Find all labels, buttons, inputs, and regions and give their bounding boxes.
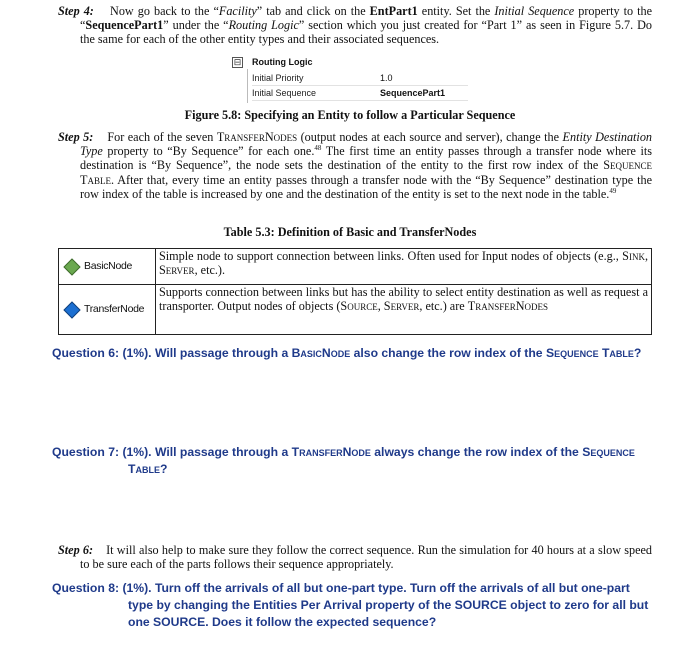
text: Sequence Table bbox=[80, 158, 652, 187]
node-cell bbox=[59, 249, 156, 285]
text: ” tab and click on the bbox=[256, 4, 370, 18]
text: , etc.) are bbox=[419, 299, 468, 314]
text: ” under the “ bbox=[163, 18, 229, 33]
description-cell bbox=[156, 249, 652, 285]
text: TransferNodes bbox=[216, 130, 298, 144]
footnote-marker: 48 bbox=[314, 144, 322, 153]
text: TransferNodes bbox=[467, 299, 549, 314]
property-value: 1.0 bbox=[380, 73, 393, 83]
text: ? bbox=[633, 346, 642, 360]
text: It will also help to make sure they follow the correct sequence. Run the simulation for 40 hours at a slow speed to be sure each of the parts follows their sequence appropriately. bbox=[80, 543, 653, 572]
routing-logic-header: Routing Logic bbox=[252, 57, 313, 67]
text: TransferNode bbox=[291, 445, 371, 459]
description-cell bbox=[156, 285, 652, 335]
question-label: Question 7: bbox=[52, 445, 120, 459]
text: (output nodes at each source and server), change the bbox=[297, 130, 563, 144]
text: also change the row index of the bbox=[350, 346, 546, 360]
text: Sequence Table bbox=[128, 445, 635, 476]
text: (1%). Turn off the arrivals of all but one-part type. Turn off the arrivals of all but one-part type by changing the Entities Per Arrival property of the SOURCE object to zero for all but one SOURCE. Does it follow the expected sequence? bbox=[122, 581, 649, 629]
text: EntPart1 bbox=[369, 4, 418, 18]
text: Source bbox=[340, 299, 378, 314]
text: ? bbox=[159, 462, 168, 476]
property-row-initial-priority[interactable] bbox=[252, 71, 468, 86]
text: Server bbox=[159, 263, 195, 278]
node-label: BasicNode bbox=[84, 260, 133, 273]
table-caption: Table 5.3: Definition of Basic and TransferNodes bbox=[223, 225, 477, 239]
basic-node-diamond-icon bbox=[63, 258, 81, 276]
property-key: Initial Sequence bbox=[252, 88, 317, 98]
text: The first time an entity passes through a transfer node where its destination is “By Sequence”, the node sets the destination of the entity to the first row index of the bbox=[80, 144, 652, 173]
collapse-icon[interactable]: ⊟ bbox=[233, 57, 242, 67]
text: , bbox=[644, 249, 648, 263]
text: SequencePart1 bbox=[85, 18, 164, 33]
text: Initial Sequence bbox=[494, 4, 575, 18]
question-label: Question 8: bbox=[52, 581, 120, 595]
text: (1%). Will passage through a bbox=[122, 346, 292, 360]
text: Facility bbox=[218, 4, 257, 18]
text: BasicNode bbox=[291, 346, 351, 360]
question-7 bbox=[52, 444, 652, 478]
step-4-label: Step 4: bbox=[58, 4, 94, 18]
text: Routing Logic bbox=[228, 18, 299, 33]
text: Simple node to support connection between links. Often used for Input nodes of objects (e.g., bbox=[159, 249, 623, 263]
step-5-paragraph bbox=[58, 130, 652, 201]
text: For each of the seven bbox=[107, 130, 217, 144]
text: entity. Set the bbox=[417, 4, 495, 18]
transfer-node-diamond-icon bbox=[63, 301, 81, 319]
node-definition-table bbox=[58, 248, 652, 335]
table-row bbox=[59, 249, 652, 285]
step-6-paragraph bbox=[58, 543, 652, 571]
text: property to “By Sequence” for each one. bbox=[102, 144, 315, 159]
property-row-initial-sequence[interactable] bbox=[252, 86, 468, 101]
question-6 bbox=[52, 345, 652, 362]
table-row bbox=[59, 285, 652, 335]
text: , etc.). bbox=[194, 263, 226, 278]
footnote-marker: 49 bbox=[609, 186, 617, 195]
step-5-label: Step 5: bbox=[58, 130, 94, 144]
node-cell bbox=[59, 285, 156, 335]
property-key: Initial Priority bbox=[252, 73, 304, 83]
question-8 bbox=[52, 580, 652, 631]
step-6-label: Step 6: bbox=[58, 543, 94, 557]
text: Supports connection between links but has the ability to select entity destination as well as request a transporter. Output nodes of objects ( bbox=[159, 285, 648, 314]
text: Now go back to the “ bbox=[110, 4, 219, 18]
node-label: TransferNode bbox=[84, 303, 145, 316]
text: . After that, every time an entity passes through a transfer node with the “By Sequence” destination type the row index of the table is increased by one and the destination of the entity is set to the next node in the table. bbox=[80, 172, 652, 201]
text: , bbox=[377, 299, 384, 314]
text: Entity Destination Type bbox=[80, 130, 653, 159]
text: Sink bbox=[622, 249, 645, 263]
question-label: Question 6: bbox=[52, 346, 120, 360]
text: (1%). Will passage through a bbox=[122, 445, 292, 459]
text: property to the “ bbox=[80, 4, 652, 33]
text: always change the row index of the bbox=[370, 445, 583, 459]
text: ” section which you just created for “Part 1” as seen in Figure 5.7. Do the same for each of the other entity types and their associated sequences. bbox=[80, 18, 652, 47]
step-4-paragraph bbox=[58, 4, 652, 47]
figure-caption: Figure 5.8: Specifying an Entity to follow a Particular Sequence bbox=[184, 108, 516, 122]
property-grid-figure bbox=[232, 57, 468, 103]
text: Sequence Table bbox=[545, 346, 634, 360]
property-value: SequencePart1 bbox=[380, 88, 446, 98]
text: Server bbox=[383, 299, 420, 314]
tree-line bbox=[247, 69, 248, 103]
